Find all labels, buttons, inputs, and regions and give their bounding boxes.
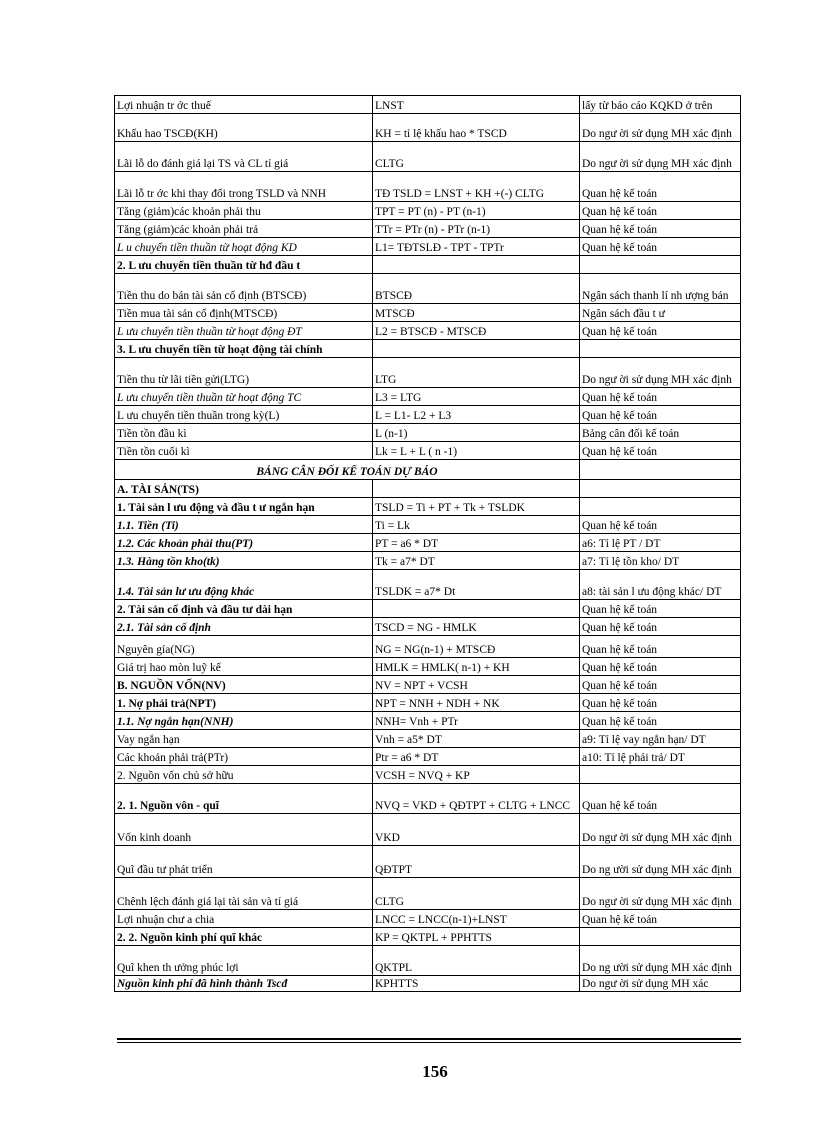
source-cell: Quan hệ kế toán [580, 388, 741, 406]
formula-cell: TSLDK = a7* Dt [373, 570, 580, 600]
table-row [115, 636, 741, 658]
formula-cell: NG = NG(n-1) + MTSCĐ [373, 636, 580, 658]
formula-cell: NPT = NNH + NDH + NK [373, 694, 580, 712]
source-cell: lấy từ báo cáo KQKD ở trên [580, 96, 741, 114]
formula-cell: Tk = a7* DT [373, 552, 580, 570]
table-row [115, 202, 741, 220]
item-name-cell: 1.2. Các khoản phải thu(PT) [115, 534, 373, 552]
table-row [115, 928, 741, 946]
source-cell: Quan hệ kế toán [580, 202, 741, 220]
table-row [115, 730, 741, 748]
item-name-cell: Các khoản phải trả(PTr) [115, 748, 373, 766]
source-cell: Quan hệ kế toán [580, 442, 741, 460]
table-row [115, 142, 741, 172]
formula-cell: MTSCĐ [373, 304, 580, 322]
item-name-cell: Lãi lỗ do đánh giá lại TS và CL tỉ giá [115, 142, 373, 172]
table-row [115, 748, 741, 766]
table-row [115, 388, 741, 406]
item-name-cell: Khấu hao TSCĐ(KH) [115, 114, 373, 142]
source-cell: Ngân sách thanh lí nh ượng bán [580, 274, 741, 304]
formula-cell: NVQ = VKD + QĐTPT + CLTG + LNCC [373, 784, 580, 814]
table-row [115, 256, 741, 274]
source-cell: Quan hệ kế toán [580, 600, 741, 618]
item-name-cell: Quĩ đầu tư phát triển [115, 846, 373, 878]
source-cell: Quan hệ kế toán [580, 172, 741, 202]
formula-cell [373, 256, 580, 274]
table-row [115, 274, 741, 304]
formula-cell: LNST [373, 96, 580, 114]
source-cell [580, 498, 741, 516]
source-cell: Do ngư ời sử dụng MH xác định [580, 814, 741, 846]
table-row [115, 618, 741, 636]
source-cell: Do ngư ời sử dụng MH xác [580, 976, 741, 992]
table-body [115, 96, 741, 992]
formula-cell: CLTG [373, 142, 580, 172]
table-row [115, 406, 741, 424]
source-cell: Quan hệ kế toán [580, 910, 741, 928]
source-cell: Quan hệ kế toán [580, 694, 741, 712]
item-name-cell: L ưu chuyển tiền thuần từ hoạt động TC [115, 388, 373, 406]
formula-cell [373, 340, 580, 358]
item-name-cell: 2. Nguồn vốn chủ sở hữu [115, 766, 373, 784]
formula-cell: KPHTTS [373, 976, 580, 992]
item-name-cell: 1.1. Nợ ngắn hạn(NNH) [115, 712, 373, 730]
table-row [115, 878, 741, 910]
source-cell: Quan hệ kế toán [580, 406, 741, 424]
source-cell: a6: Tỉ lệ PT / DT [580, 534, 741, 552]
item-name-cell: 2. L ưu chuyển tiền thuần từ hđ đầu t [115, 256, 373, 274]
item-name-cell: L u chuyển tiền thuần từ hoạt động KD [115, 238, 373, 256]
formula-cell: L (n-1) [373, 424, 580, 442]
table-row [115, 220, 741, 238]
table-row [115, 570, 741, 600]
item-name-cell: Lợi nhuận tr ớc thuế [115, 96, 373, 114]
item-name-cell: A. TÀI SẢN(TS) [115, 480, 373, 498]
formula-cell: TPT = PT (n) - PT (n-1) [373, 202, 580, 220]
table-row [115, 442, 741, 460]
table-row [115, 358, 741, 388]
item-name-cell: 2. Tài sản cố định và đầu tư dài hạn [115, 600, 373, 618]
empty-cell [580, 460, 741, 480]
table-row [115, 600, 741, 618]
table-row [115, 534, 741, 552]
table-row [115, 712, 741, 730]
item-name-cell: Tiền thu từ lãi tiền gửi(LTG) [115, 358, 373, 388]
table-row [115, 516, 741, 534]
source-cell: Do ngư ời sử dụng MH xác định [580, 142, 741, 172]
item-name-cell: Nguồn kinh phí đã hình thành Tscđ [115, 976, 373, 992]
item-name-cell: Giá trị hao mòn luỹ kế [115, 658, 373, 676]
source-cell: Quan hệ kế toán [580, 618, 741, 636]
formula-cell: Ti = Lk [373, 516, 580, 534]
formula-cell: NNH= Vnh + PTr [373, 712, 580, 730]
formula-cell: HMLK = HMLK( n-1) + KH [373, 658, 580, 676]
formula-cell: L = L1- L2 + L3 [373, 406, 580, 424]
table-row [115, 114, 741, 142]
formula-cell: QKTPL [373, 946, 580, 976]
table-row [115, 552, 741, 570]
page-number: 156 [422, 1062, 448, 1081]
table-row [115, 460, 741, 480]
item-name-cell: 1.1. Tiền (Ti) [115, 516, 373, 534]
formula-cell: L1= TĐTSLĐ - TPT - TPTr [373, 238, 580, 256]
source-cell [580, 480, 741, 498]
table-row [115, 172, 741, 202]
footer-rule-thin [117, 1042, 741, 1043]
item-name-cell: Tiền tồn đầu kì [115, 424, 373, 442]
item-name-cell: Vay ngắn hạn [115, 730, 373, 748]
item-name-cell: Quĩ khen th ưởng phúc lợi [115, 946, 373, 976]
item-name-cell: 2. 2. Nguồn kinh phí quĩ khác [115, 928, 373, 946]
source-cell: Quan hệ kế toán [580, 220, 741, 238]
item-name-cell: Lợi nhuận chư a chia [115, 910, 373, 928]
source-cell: a10: Tỉ lệ phải trả/ DT [580, 748, 741, 766]
item-name-cell: Nguyên gía(NG) [115, 636, 373, 658]
table-row [115, 814, 741, 846]
source-cell: a7: Tỉ lệ tồn kho/ DT [580, 552, 741, 570]
source-cell: Quan hệ kế toán [580, 516, 741, 534]
formula-cell: LTG [373, 358, 580, 388]
item-name-cell: 2.1. Tài sản cố định [115, 618, 373, 636]
source-cell: Quan hệ kế toán [580, 676, 741, 694]
item-name-cell: Tăng (giảm)các khoản phải trả [115, 220, 373, 238]
item-name-cell: 3. L ưu chuyển tiền từ hoạt động tài chính [115, 340, 373, 358]
source-cell: Quan hệ kế toán [580, 784, 741, 814]
item-name-cell: Tiền thu do bán tài sản cố định (BTSCĐ) [115, 274, 373, 304]
formula-cell: NV = NPT + VCSH [373, 676, 580, 694]
item-name-cell: Tiền mua tài sản cố định(MTSCĐ) [115, 304, 373, 322]
source-cell: Do ngư ời sử dụng MH xác định [580, 878, 741, 910]
table-row [115, 304, 741, 322]
table-row [115, 238, 741, 256]
source-cell: Quan hệ kế toán [580, 322, 741, 340]
table-row [115, 766, 741, 784]
formula-cell: TĐ TSLD = LNST + KH +(-) CLTG [373, 172, 580, 202]
item-name-cell: L ưu chuyển tiền thuần từ hoạt động ĐT [115, 322, 373, 340]
source-cell: a8: tài sản l ưu động khác/ DT [580, 570, 741, 600]
source-cell: Do ngư ời sử dụng MH xác định [580, 114, 741, 142]
table-row [115, 480, 741, 498]
table-row [115, 846, 741, 878]
source-cell [580, 766, 741, 784]
source-cell: Do ng ười sử dụng MH xác định [580, 946, 741, 976]
item-name-cell: 1.3. Hàng tồn kho(tk) [115, 552, 373, 570]
cash-flow-balance-table [114, 95, 741, 992]
table-row [115, 910, 741, 928]
formula-cell: KH = tỉ lệ khấu hao * TSCD [373, 114, 580, 142]
item-name-cell: Lãi lỗ tr ớc khi thay đổi trong TSLD và NNH [115, 172, 373, 202]
table-row [115, 658, 741, 676]
formula-cell: TTr = PTr (n) - PTr (n-1) [373, 220, 580, 238]
source-cell: Do ng ười sử dụng MH xác định [580, 846, 741, 878]
item-name-cell: Vốn kinh doanh [115, 814, 373, 846]
source-cell [580, 340, 741, 358]
formula-cell: Vnh = a5* DT [373, 730, 580, 748]
table-row [115, 322, 741, 340]
section-title-cell: BẢNG CÂN ĐỐI KẾ TOÁN DỰ BÁO [115, 460, 580, 480]
source-cell: Quan hệ kế toán [580, 238, 741, 256]
table-row [115, 784, 741, 814]
item-name-cell: 2. 1. Nguồn vôn - quĩ [115, 784, 373, 814]
formula-cell: Ptr = a6 * DT [373, 748, 580, 766]
formula-cell: Lk = L + L ( n -1) [373, 442, 580, 460]
item-name-cell: B. NGUỒN VỐN(NV) [115, 676, 373, 694]
table-row [115, 946, 741, 976]
item-name-cell: 1. Tài sản l ưu động và đầu t ư ngắn hạn [115, 498, 373, 516]
source-cell: Ngân sách đầu t ư [580, 304, 741, 322]
formula-cell: VKD [373, 814, 580, 846]
formula-cell: L2 = BTSCĐ - MTSCĐ [373, 322, 580, 340]
table-row [115, 676, 741, 694]
formula-cell [373, 600, 580, 618]
table-row [115, 498, 741, 516]
table-row [115, 424, 741, 442]
item-name-cell: Chênh lệch đánh giá lại tài sản và tỉ giá [115, 878, 373, 910]
source-cell: Quan hệ kế toán [580, 712, 741, 730]
formula-cell: CLTG [373, 878, 580, 910]
formula-cell: BTSCĐ [373, 274, 580, 304]
formula-cell: TSCD = NG - HMLK [373, 618, 580, 636]
item-name-cell: Tăng (giảm)các khoản phải thu [115, 202, 373, 220]
source-cell: Bảng cân đối kế toán [580, 424, 741, 442]
source-cell: Do ngư ời sử dụng MH xác định [580, 358, 741, 388]
formula-cell: LNCC = LNCC(n-1)+LNST [373, 910, 580, 928]
source-cell [580, 256, 741, 274]
formula-cell: QĐTPT [373, 846, 580, 878]
item-name-cell: Tiền tồn cuối kì [115, 442, 373, 460]
formula-cell: KP = QKTPL + PPHTTS [373, 928, 580, 946]
formula-cell: TSLD = Ti + PT + Tk + TSLDK [373, 498, 580, 516]
source-cell: a9: Tỉ lệ vay ngắn hạn/ DT [580, 730, 741, 748]
table-row [115, 694, 741, 712]
formula-cell [373, 480, 580, 498]
formula-cell: PT = a6 * DT [373, 534, 580, 552]
table-row [115, 976, 741, 992]
formula-cell: L3 = LTG [373, 388, 580, 406]
formula-cell: VCSH = NVQ + KP [373, 766, 580, 784]
item-name-cell: L ưu chuyển tiền thuần trong kỳ(L) [115, 406, 373, 424]
source-cell: Quan hệ kế toán [580, 658, 741, 676]
source-cell: Quan hệ kế toán [580, 636, 741, 658]
item-name-cell: 1. Nợ phải trả(NPT) [115, 694, 373, 712]
source-cell [580, 928, 741, 946]
item-name-cell: 1.4. Tài sản lư ưu động khác [115, 570, 373, 600]
table-row [115, 340, 741, 358]
footer-rule-thick [117, 1038, 741, 1040]
table-row [115, 96, 741, 114]
